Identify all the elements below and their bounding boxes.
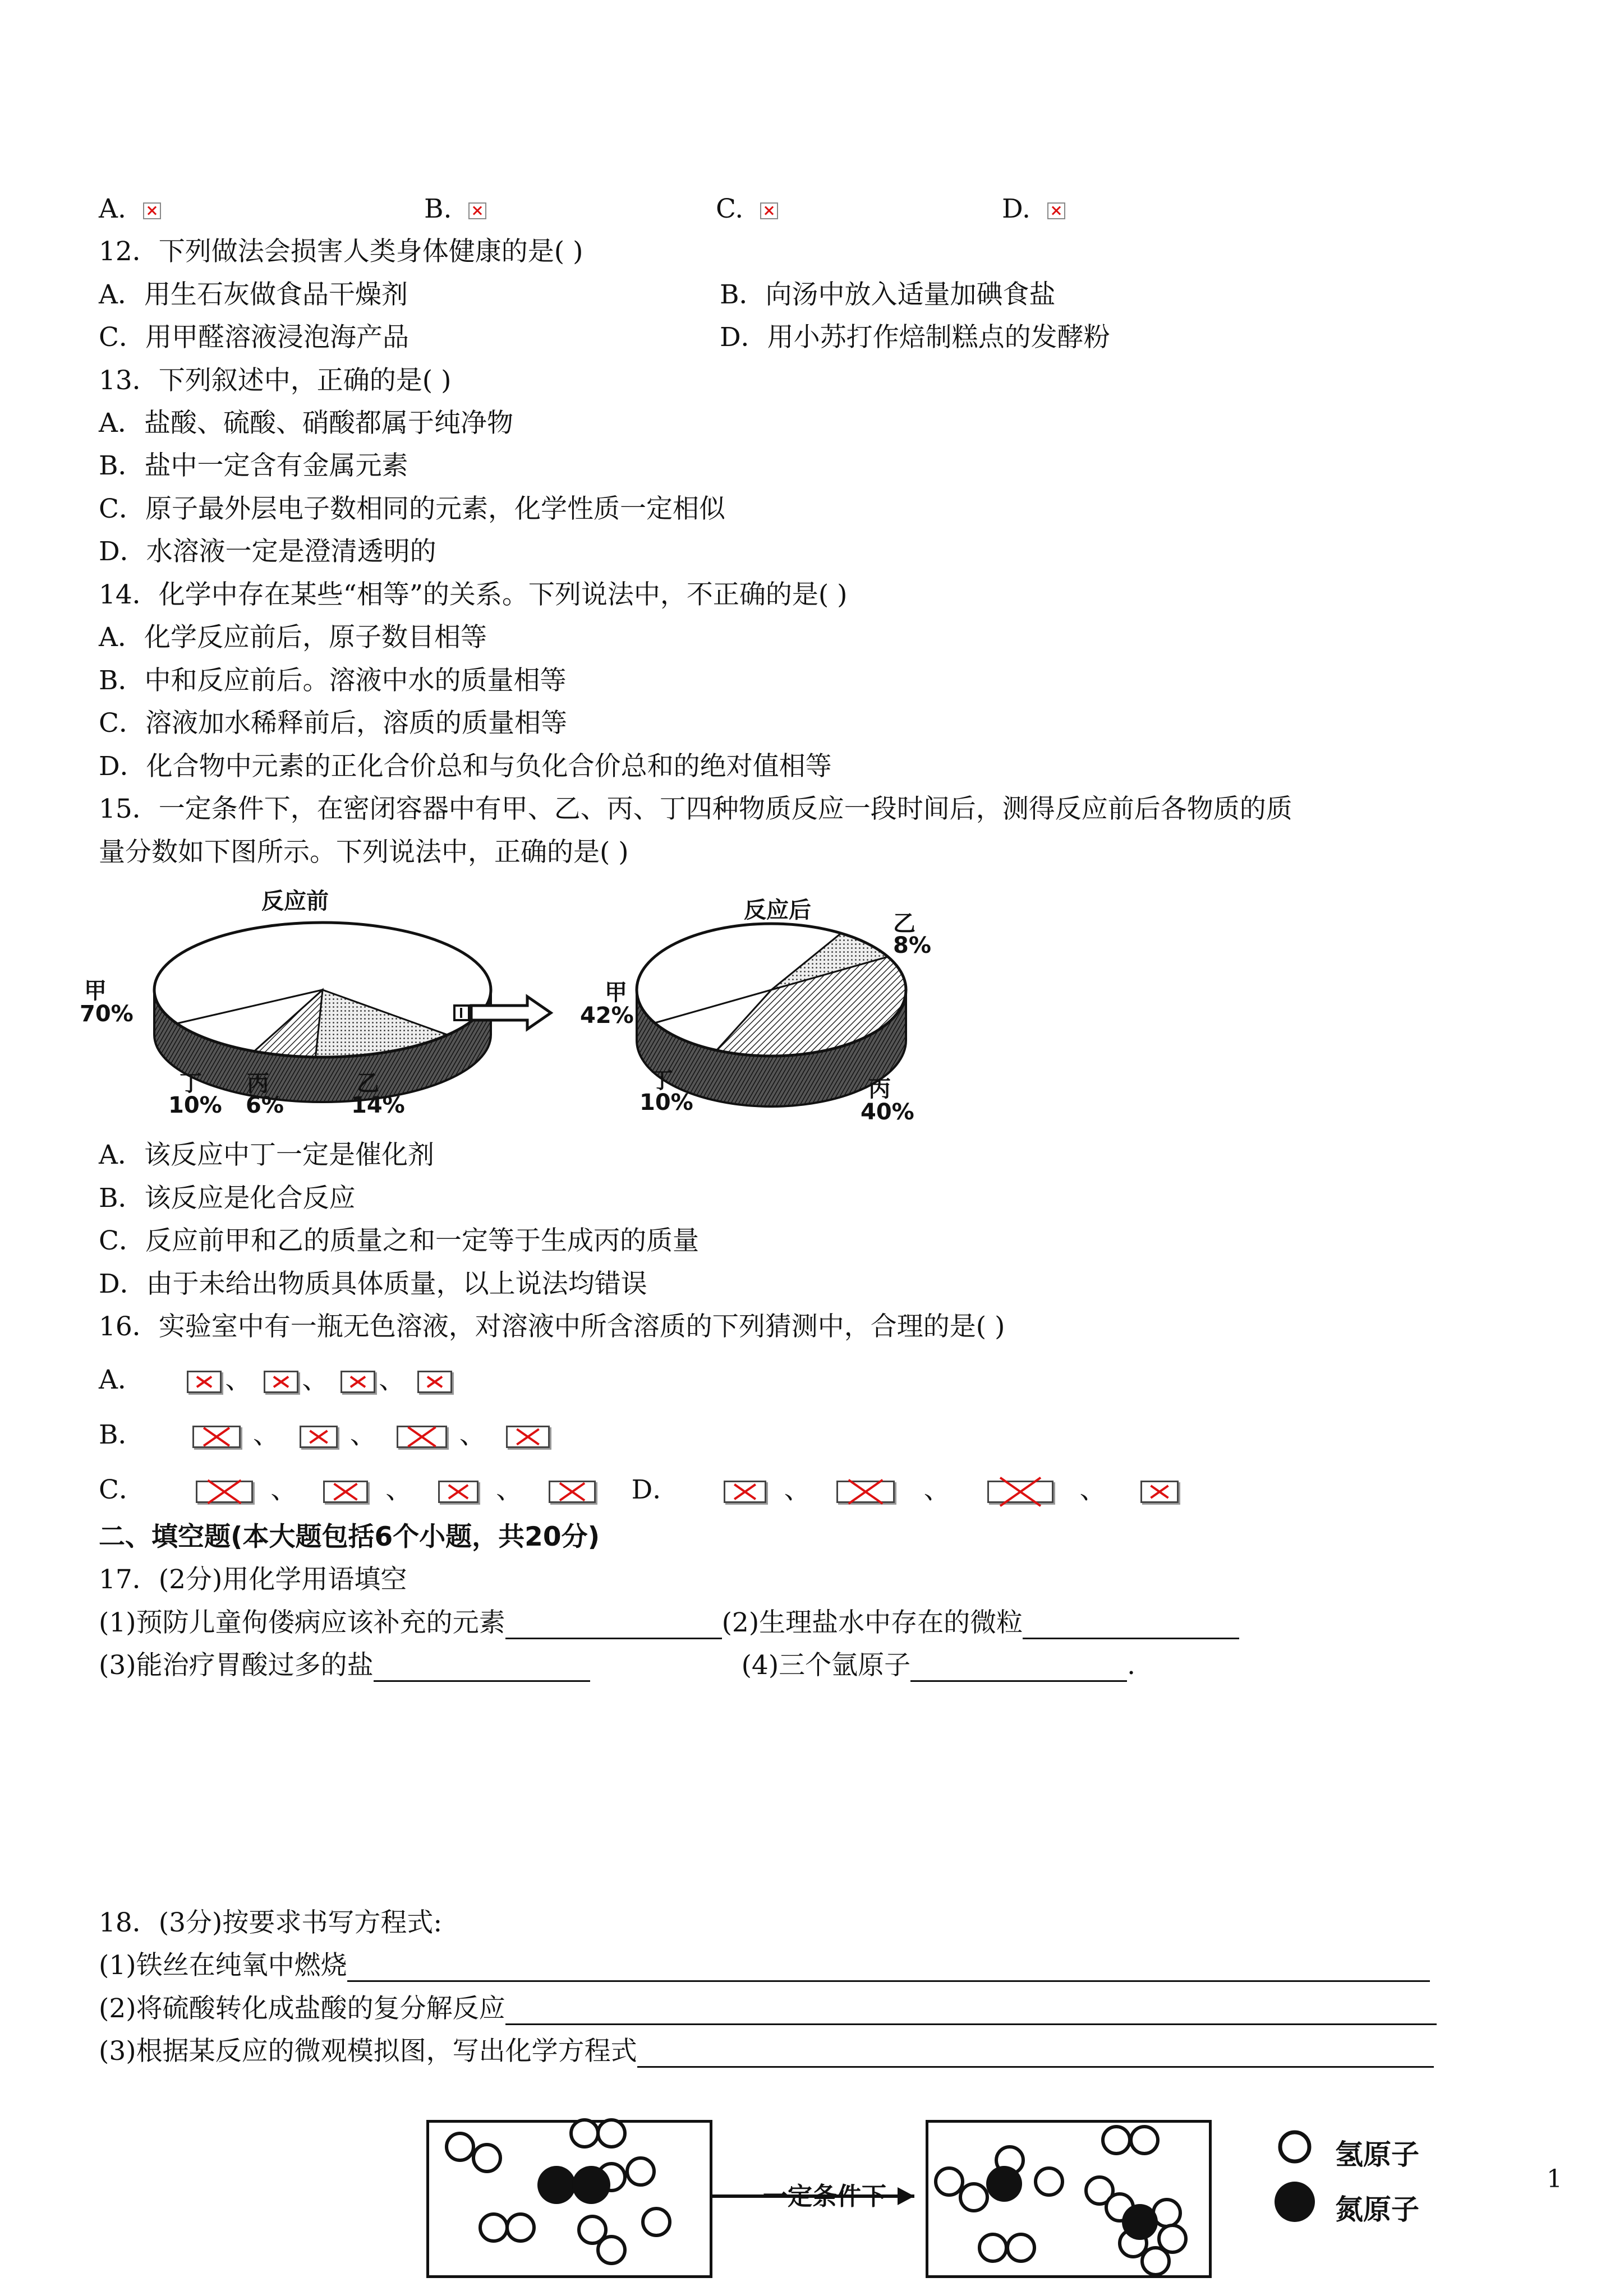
legend-nitrogen: 氮原子 <box>1335 2193 1419 2226</box>
pie1-value-ding: 10% <box>168 1092 222 1118</box>
separator: 、 <box>270 1474 297 1505</box>
answer-blank[interactable] <box>910 1658 1127 1682</box>
q13-option-d: D．水溶液一定是澄清透明的 <box>99 536 436 567</box>
broken-image-icon <box>192 1426 241 1448</box>
period: . <box>1127 1650 1136 1681</box>
pie1-label-yi: 乙 <box>357 1071 379 1096</box>
q13-option-b: B．盐中一定含有金属元素 <box>99 450 408 481</box>
q16-stem: 16．实验室中有一瓶无色溶液，对溶液中所含溶质的下列猜测中，合理的是( ) <box>99 1311 1005 1342</box>
pie1-value-yi: 14% <box>351 1092 405 1118</box>
q11-option-a <box>99 193 161 225</box>
section-heading: 二、填空题(本大题包括6个小题，共20分) <box>99 1522 600 1552</box>
broken-image-icon <box>397 1426 447 1448</box>
broken-image-icon <box>300 1426 338 1448</box>
pie2-value-bing: 40% <box>861 1099 914 1125</box>
option-label: A. <box>99 193 126 224</box>
q18-part1: (1)铁丝在纯氧中燃烧 <box>99 1950 347 1981</box>
q18-line1 <box>99 1949 1430 1982</box>
separator: 、 <box>923 1474 950 1505</box>
broken-image-icon <box>1140 1481 1179 1503</box>
q11-option-c <box>716 193 778 225</box>
option-label: A． <box>99 1364 144 1395</box>
q14-option-c: C．溶液加水稀释前后，溶质的质量相等 <box>99 708 567 739</box>
option-label: B. <box>424 193 452 224</box>
q15-option-d: D．由于未给出物质具体质量，以上说法均错误 <box>99 1269 647 1299</box>
q14-option-b: B．中和反应前后。溶液中水的质量相等 <box>99 665 567 696</box>
pie2-label-bing: 丙 <box>868 1076 891 1102</box>
option-label: C. <box>716 193 744 224</box>
pie-after <box>637 924 906 1106</box>
q15-option-b: B．该反应是化合反应 <box>99 1183 356 1214</box>
q17-part1: (1)预防儿童佝偻病应该补充的元素 <box>99 1607 505 1638</box>
q13-option-a: A．盐酸、硫酸、硝酸都属于纯净物 <box>99 408 513 439</box>
q15-stem-line2: 量分数如下图所示。下列说法中，正确的是( ) <box>99 837 629 868</box>
pie2-label-ding: 丁 <box>651 1068 673 1094</box>
answer-blank[interactable] <box>505 1615 722 1639</box>
pie-chart-figure <box>80 883 959 1136</box>
product-molecules <box>936 2127 1186 2275</box>
pie2-value-jia: 42% <box>580 1003 634 1029</box>
q18-stem: 18．(3分)按要求书写方程式: <box>99 1907 443 1938</box>
legend-hydrogen: 氢原子 <box>1335 2138 1419 2171</box>
separator: 、 <box>225 1364 252 1395</box>
broken-image-icon <box>1047 202 1065 219</box>
broken-image-icon <box>760 202 778 219</box>
q12-option-a: A．用生石灰做食品干燥剂 <box>99 279 408 310</box>
chart-title-after: 反应后 <box>744 897 811 923</box>
broken-image-icon <box>987 1481 1053 1503</box>
q13-stem: 13．下列叙述中，正确的是( ) <box>99 365 452 396</box>
broken-image-icon <box>143 202 161 219</box>
answer-blank[interactable] <box>505 2001 1437 2025</box>
q15-option-c: C．反应前甲和乙的质量之和一定等于生成丙的质量 <box>99 1225 699 1256</box>
broken-image-icon <box>187 1371 222 1393</box>
pie2-label-yi: 乙 <box>893 911 915 937</box>
answer-blank[interactable] <box>374 1658 590 1682</box>
q17-line1 <box>99 1607 1239 1639</box>
reactant-n2 <box>537 2166 610 2204</box>
molecular-diagram <box>426 2097 1526 2283</box>
q14-option-d: D．化合物中元素的正化合价总和与负化合价总和的绝对值相等 <box>99 751 832 782</box>
separator: 、 <box>349 1419 376 1450</box>
separator: 、 <box>784 1474 811 1505</box>
broken-image-icon <box>438 1481 479 1503</box>
option-label: D． <box>631 1474 679 1505</box>
pie1-label-jia: 甲 <box>84 978 107 1004</box>
broken-image-icon <box>323 1481 368 1503</box>
pie1-label-bing: 丙 <box>247 1071 269 1096</box>
q15-stem-line1: 15．一定条件下，在密闭容器中有甲、乙、丙、丁四种物质反应一段时间后，测得反应前后各物质的质 <box>99 794 1292 824</box>
separator: 、 <box>459 1419 486 1450</box>
answer-blank[interactable] <box>347 1958 1430 1982</box>
q12-option-c: C．用甲醛溶液浸泡海产品 <box>99 322 409 353</box>
q17-stem: 17．(2分)用化学用语填空 <box>99 1564 407 1595</box>
broken-image-icon <box>196 1481 253 1503</box>
chart-title-before: 反应前 <box>261 888 329 914</box>
q18-line3 <box>99 2035 1434 2068</box>
hydrogen-atom-icon <box>1280 2132 1309 2161</box>
answer-blank[interactable] <box>637 2044 1434 2068</box>
nitrogen-atom-icon <box>1275 2182 1315 2222</box>
arrow-condition-label: 一定条件下 <box>763 2182 886 2211</box>
broken-image-icon <box>341 1371 375 1393</box>
pie2-value-yi: 8% <box>893 933 931 958</box>
separator: 、 <box>1079 1474 1106 1505</box>
q17-line2 <box>99 1649 1135 1682</box>
q14-stem: 14．化学中存在某些“相等”的关系。下列说法中，不正确的是( ) <box>99 579 848 610</box>
q16-option-a <box>99 1364 452 1396</box>
q17-part4: (4)三个氩原子 <box>741 1650 911 1681</box>
pie-before <box>154 923 491 1102</box>
option-label: B． <box>99 1419 145 1450</box>
q11-option-d <box>1002 193 1065 225</box>
option-label: D. <box>1002 193 1030 224</box>
q12-option-d: D．用小苏打作焙制糕点的发酵粉 <box>720 322 1110 353</box>
broken-image-icon <box>836 1481 895 1503</box>
pie1-value-jia: 70% <box>80 1001 134 1027</box>
pie1-label-ding: 丁 <box>180 1071 202 1096</box>
separator: 、 <box>379 1364 406 1395</box>
q18-line2 <box>99 1993 1437 2025</box>
separator: 、 <box>302 1364 329 1395</box>
q16-option-b <box>99 1419 550 1451</box>
q16-option-c-d <box>99 1474 1179 1506</box>
broken-image-icon <box>506 1426 550 1448</box>
q12-stem: 12．下列做法会损害人类身体健康的是( ) <box>99 236 583 267</box>
page-number: 1 <box>1547 2165 1562 2193</box>
separator: 、 <box>385 1474 412 1505</box>
q15-option-a: A．该反应中丁一定是催化剂 <box>99 1140 434 1170</box>
q13-option-c: C．原子最外层电子数相同的元素，化学性质一定相似 <box>99 494 725 524</box>
q14-option-a: A．化学反应前后，原子数目相等 <box>99 622 487 653</box>
q18-part3: (3)根据某反应的微观模拟图，写出化学方程式 <box>99 2036 637 2067</box>
broken-image-icon <box>549 1481 596 1503</box>
q11-option-b <box>424 193 486 225</box>
broken-image-icon <box>468 202 486 219</box>
pie1-value-bing: 6% <box>246 1092 284 1118</box>
broken-image-icon <box>417 1371 452 1393</box>
answer-blank[interactable] <box>1023 1615 1239 1639</box>
q17-part2: (2)生理盐水中存在的微粒 <box>721 1607 1023 1638</box>
option-label: C． <box>99 1474 145 1505</box>
broken-image-icon <box>264 1371 298 1393</box>
broken-image-icon <box>724 1481 766 1503</box>
separator: 、 <box>252 1419 279 1450</box>
q18-part2: (2)将硫酸转化成盐酸的复分解反应 <box>99 1993 505 2024</box>
q17-part3: (3)能治疗胃酸过多的盐 <box>99 1650 374 1681</box>
pie2-label-jia: 甲 <box>605 980 627 1006</box>
separator: 、 <box>496 1474 523 1505</box>
pie2-value-ding: 10% <box>640 1090 693 1115</box>
q12-option-b: B．向汤中放入适量加碘食盐 <box>720 279 1056 310</box>
